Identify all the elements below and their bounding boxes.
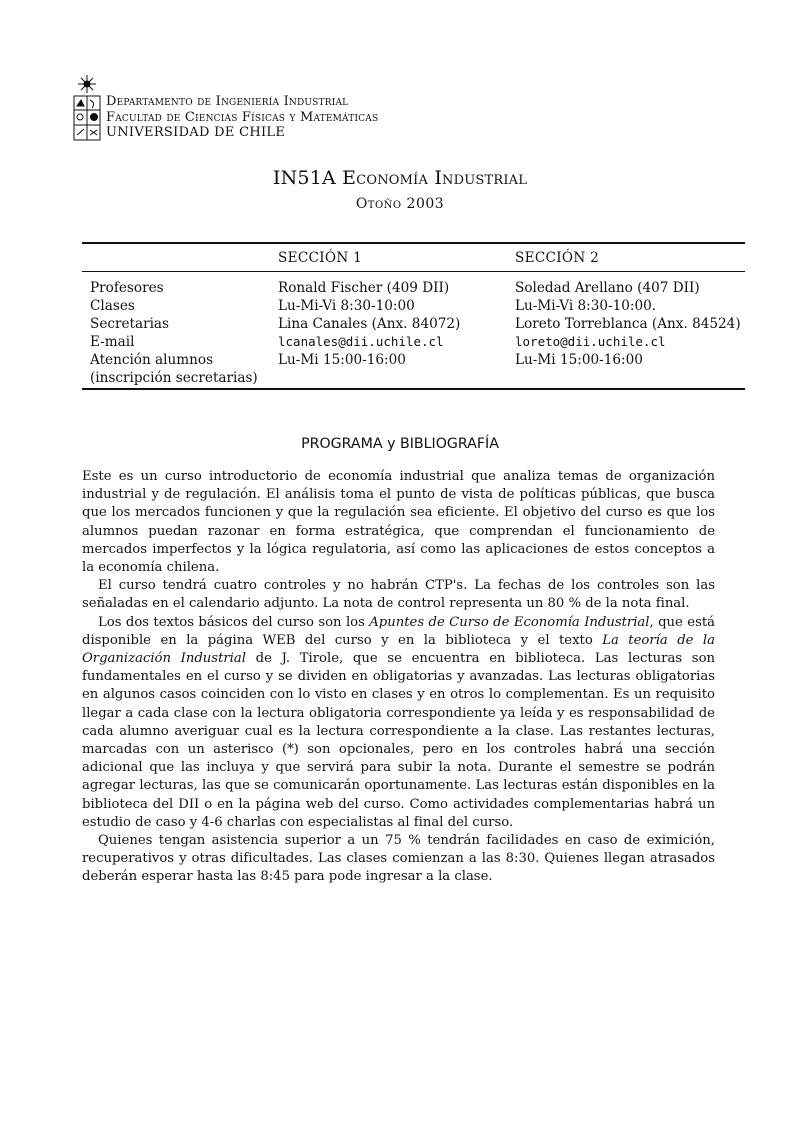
section-heading: PROGRAMA y BIBLIOGRAFÍA [301, 436, 499, 452]
section-1-header: SECCIÓN 1 [278, 250, 363, 266]
faculty-name: Facultad de Ciencias Físicas y Matemáticas [106, 109, 379, 125]
s1-profesor: Ronald Fischer (409 DII) [278, 280, 450, 296]
program-text [82, 468, 715, 887]
row-labels-column [90, 279, 258, 387]
book-title-tirole: La teoría de la Organización Industrial [82, 632, 715, 667]
institution-header [106, 94, 378, 141]
s1-secretaria: Lina Canales (Anx. 84072) [278, 316, 461, 332]
s2-clases: Lu-Mi-Vi 8:30-10:00. [515, 298, 657, 314]
paragraph-readings [82, 614, 715, 832]
label-secretarias: Secretarias [90, 316, 170, 332]
section-2-column [515, 279, 741, 369]
paragraph-intro: Este es un curso introductorio de economía industrial que analiza temas de organización industrial y de regulación. El análisis toma el punto de vista de políticas públicas, que busca que los mercados funcionen y que la regulación sea eficiente. El objetivo del curso es que los alumnos puedan razonar en forma estratégica, que comprendan el funcionamiento de mercados imperfectos y la lógica regulatoria, así como las aplicaciones de estos conceptos a la economía chilena. [82, 469, 715, 576]
section-1-column [278, 279, 460, 369]
section-2-header: SECCIÓN 2 [515, 250, 600, 266]
s1-clases: Lu-Mi-Vi 8:30-10:00 [278, 298, 415, 314]
paragraph-attendance: Quienes tengan asistencia superior a un 75 % tendrán facilidades en caso de eximición, recuperativos y otras dificultades. Las clases comienzan a las 8:30. Quienes llegan atrasados deberán esperar hasta las 8:45 para pode ingresar a la clase. [82, 833, 715, 885]
label-atencion: Atención alumnos [90, 352, 214, 368]
paragraph-evaluation: El curso tendrá cuatro controles y no habrán CTP's. La fechas de los controles son las señaladas en el calendario adjunto. La nota de control representa un 80 % de la nota final. [82, 578, 715, 612]
s2-profesor: Soledad Arellano (407 DII) [515, 280, 700, 296]
readings-text-a: Los dos textos básicos del curso son los [98, 614, 370, 630]
s1-email: lcanales@dii.uchile.cl [278, 334, 444, 349]
department-name: Departamento de Ingeniería Industrial [106, 94, 349, 109]
table-header-row [82, 244, 745, 272]
course-title: IN51A Economía Industrial [272, 167, 528, 189]
schedule-table [82, 242, 745, 390]
s1-atencion: Lu-Mi 15:00-16:00 [278, 352, 406, 368]
s2-atencion: Lu-Mi 15:00-16:00 [515, 352, 643, 368]
readings-text-e: de J. Tirole, que se encuentra en biblioteca. Las lecturas son fundamentales en el curso y se dividen en obligatorias y avanzadas. Las lecturas obligatorias en algunos casos coinciden con lo visto en clases y en otros lo complementan. Es un requisito llegar a cada clase con la lectura obligatoria correspondiente ya leída y es responsabilidad de cada alumno averiguar cual es la lectura correspondiente a la clase. Las restantes lecturas, marcadas con un asterisco (*) son opcionales, pero en los controles habrá una sección adicional que las incluya y que servirá para subir la nota. Durante el semestre se podrán agregar lecturas, las que se comunicarán oportunamente. Las lecturas están disponibles en la biblioteca del DII o en la página web del curso. Como actividades complementarias habrá un estudio de caso y 4-6 charlas con especialistas al final del curso. [82, 651, 716, 830]
s2-secretaria: Loreto Torreblanca (Anx. 84524) [515, 316, 741, 332]
label-email: E-mail [90, 334, 135, 350]
label-profesores: Profesores [90, 280, 164, 296]
label-clases: Clases [90, 298, 135, 314]
university-logo [70, 73, 104, 143]
book-title-apuntes: Apuntes de Curso de Economía Industrial [369, 614, 650, 630]
university-name: UNIVERSIDAD DE CHILE [106, 125, 286, 140]
readings-text-c: , que está disponible en la página WEB del curso y en la biblioteca y el texto [82, 614, 715, 648]
label-inscripcion: (inscripción secretarias) [90, 370, 258, 386]
s2-email: loreto@dii.uchile.cl [515, 334, 666, 349]
table-body [82, 272, 745, 388]
course-term: Otoño 2003 [355, 196, 445, 212]
